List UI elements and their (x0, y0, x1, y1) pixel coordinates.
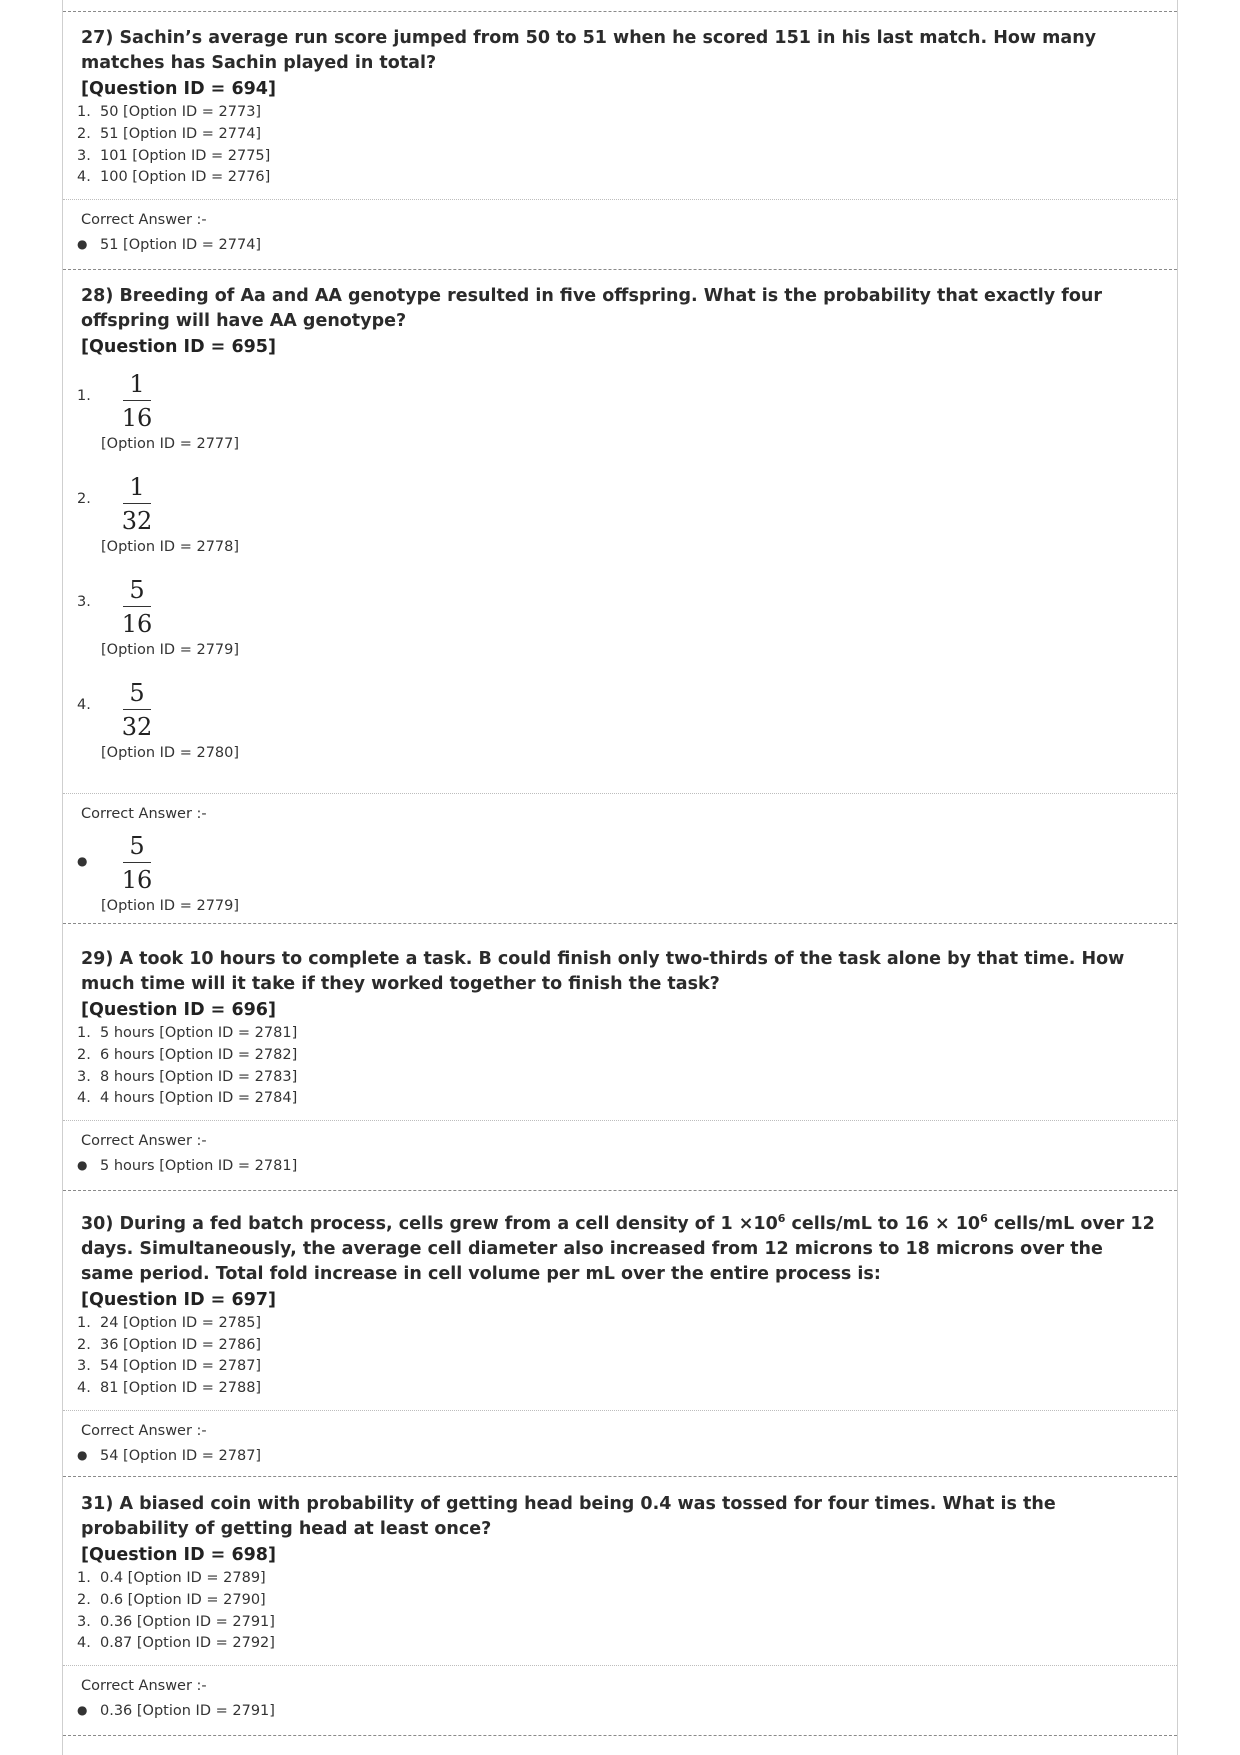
option-item: 2. 1 32 [Option ID = 2778] (77, 473, 240, 555)
question-id: [Question ID = 696] (81, 1000, 276, 1020)
option-item: 1. 24 [Option ID = 2785] (77, 1314, 262, 1331)
option-list (63, 370, 1177, 783)
bullet-icon: ● (77, 1703, 88, 1718)
answer-separator (63, 1665, 1177, 1666)
correct-answer: ● 51 [Option ID = 2774] (63, 232, 1177, 257)
option-item: 2. 6 hours [Option ID = 2782] (77, 1046, 298, 1063)
option-item: 1. 50 [Option ID = 2773] (77, 104, 262, 120)
option-item: 3. 0.36 [Option ID = 2791] (77, 1613, 275, 1630)
option-item: 1. 5 hours [Option ID = 2781] (77, 1025, 298, 1041)
option-item: 1. 1 16 [Option ID = 2777] (77, 370, 240, 452)
correct-answer-label: Correct Answer :- (81, 1423, 207, 1440)
question-27 (63, 26, 1177, 270)
option-list (63, 1023, 1177, 1110)
question-29 (63, 947, 1177, 1191)
bullet-icon: ● (77, 854, 88, 868)
correct-answer: ● 54 [Option ID = 2787] (63, 1443, 1177, 1468)
question-30 (63, 1206, 1177, 1477)
question-paper-page (62, 0, 1178, 1755)
question-id: [Question ID = 694] (81, 79, 276, 99)
correct-answer-label: Correct Answer :- (81, 1678, 207, 1695)
fraction-image: 5 32 (121, 679, 153, 741)
option-item: 3. 8 hours [Option ID = 2783] (77, 1068, 298, 1085)
option-list (63, 1568, 1177, 1655)
bullet-icon: ● (77, 1158, 88, 1173)
correct-answer: ● 5 16 [Option ID = 2779] (77, 832, 240, 914)
correct-answer-label: Correct Answer :- (81, 212, 207, 229)
option-item: 2. 0.6 [Option ID = 2790] (77, 1591, 266, 1608)
option-item: 2. 51 [Option ID = 2774] (77, 125, 262, 142)
option-item: 3. 54 [Option ID = 2787] (77, 1358, 262, 1375)
option-list (63, 1313, 1177, 1400)
question-text: 30) During a fed batch process, cells grew from a cell density of $1 \times 10^6$ cells/mL to $16 \times 10^6$ cells/mL over 12 days. Simultaneously, the average cell diameter also increased from 12 microns to 18 microns over the same period. Total fold increase in cell volume per mL over the entire process is: (81, 1212, 1155, 1284)
question-28 (63, 284, 1177, 924)
option-item: 4. 0.87 [Option ID = 2792] (77, 1635, 275, 1652)
option-item: 4. 5 32 [Option ID = 2780] (77, 679, 240, 761)
answer-separator (63, 199, 1177, 200)
fraction-image: 5 16 (121, 576, 153, 638)
option-item: 4. 100 [Option ID = 2776] (77, 169, 271, 186)
answer-separator (63, 793, 1177, 794)
question-text: 29) A took 10 hours to complete a task. B could finish only two-thirds of the task alone by that time. How much time will it take if they worked together to finish the task? (81, 949, 1125, 994)
fraction-image: 1 32 (121, 473, 153, 535)
option-item: 4. 81 [Option ID = 2788] (77, 1380, 262, 1397)
option-item: 3. 5 16 [Option ID = 2779] (77, 576, 240, 658)
option-item: 3. 101 [Option ID = 2775] (77, 147, 271, 164)
fraction-image: 1 16 (121, 370, 153, 432)
correct-answer: ● 0.36 [Option ID = 2791] (63, 1698, 1177, 1723)
answer-separator (63, 1410, 1177, 1411)
correct-answer-label: Correct Answer :- (81, 1133, 207, 1150)
option-item: 4. 4 hours [Option ID = 2784] (77, 1090, 298, 1107)
option-item: 2. 36 [Option ID = 2786] (77, 1336, 262, 1353)
option-list (63, 102, 1177, 189)
top-divider (63, 11, 1177, 12)
correct-answer: ● 5 hours [Option ID = 2781] (63, 1153, 1177, 1178)
question-text: 28) Breeding of Aa and AA genotype resulted in five offspring. What is the probability that exactly four offspring will have AA genotype? (81, 286, 1102, 331)
question-id: [Question ID = 697] (81, 1289, 276, 1310)
question-text: 27) Sachin’s average run score jumped from 50 to 51 when he scored 151 in his last match. How many matches has Sachin played in total? (81, 28, 1097, 73)
correct-answer-label: Correct Answer :- (81, 806, 207, 822)
bullet-icon: ● (77, 237, 88, 252)
question-text: 31) A biased coin with probability of getting head being 0.4 was tossed for four times. What is the probability of getting head at least once? (81, 1494, 1056, 1539)
answer-separator (63, 1120, 1177, 1121)
option-item: 1. 0.4 [Option ID = 2789] (77, 1570, 266, 1586)
question-id: [Question ID = 698] (81, 1545, 276, 1565)
bullet-icon: ● (77, 1448, 88, 1463)
question-id: [Question ID = 695] (81, 337, 276, 357)
question-31 (63, 1492, 1177, 1736)
fraction-image: 5 16 (121, 832, 153, 894)
